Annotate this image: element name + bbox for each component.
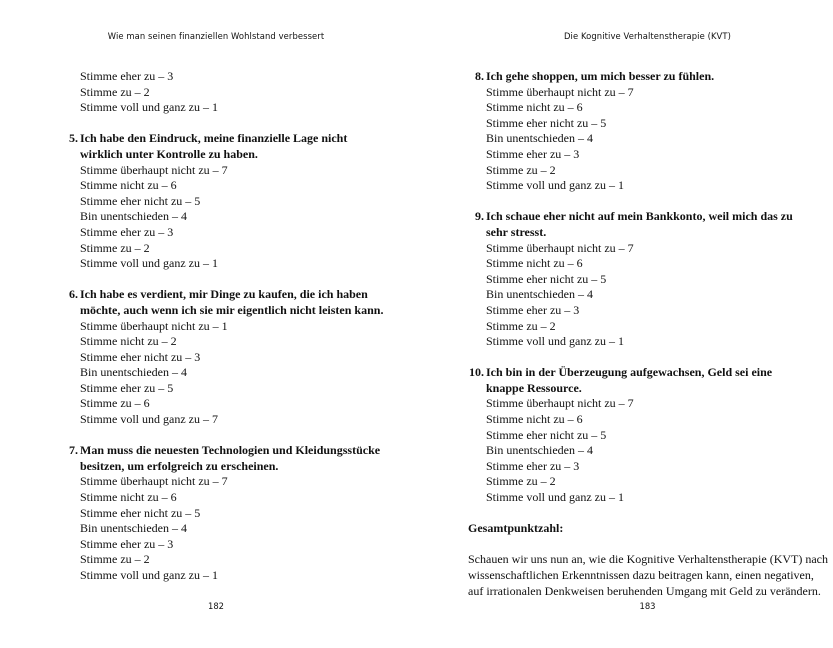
left-page-body xyxy=(62,69,384,584)
question-line: wirklich unter Kontrolle zu haben. xyxy=(80,146,258,161)
closing-line: auf irrationalen Denkweisen beruhenden Umgang mit Geld zu verändern. xyxy=(468,583,821,598)
option: Stimme zu – 2 xyxy=(486,474,556,489)
option: Stimme eher zu – 3 xyxy=(80,224,174,239)
option: Stimme voll und ganz zu – 7 xyxy=(80,412,218,427)
option: Stimme nicht zu – 2 xyxy=(80,334,177,349)
total-score-label: Gesamtpunktzahl: xyxy=(468,521,564,536)
option: Stimme eher zu – 5 xyxy=(80,380,174,395)
question-7 xyxy=(62,443,381,583)
option: Stimme zu – 2 xyxy=(486,318,556,333)
right-page xyxy=(416,0,833,648)
question-line: Ich bin in der Überzeugung aufgewachsen, Geld sei eine xyxy=(486,365,773,380)
option: Stimme eher nicht zu – 3 xyxy=(80,349,201,364)
option: Bin unentschieden – 4 xyxy=(486,287,593,302)
closing-line: wissenschaftlichen Erkenntnissen dazu beitragen kann, einen negativen, xyxy=(468,568,814,582)
right-page-body xyxy=(468,69,829,599)
option: Stimme eher zu – 3 xyxy=(486,146,580,161)
option: Stimme nicht zu – 6 xyxy=(80,178,177,193)
option: Stimme zu – 2 xyxy=(486,162,556,177)
question-line: Ich schaue eher nicht auf mein Bankkonto, weil mich das zu xyxy=(486,209,793,224)
page-number-right: 183 xyxy=(639,601,656,611)
option: Stimme voll und ganz zu – 1 xyxy=(486,490,624,505)
question-line: knappe Ressource. xyxy=(486,380,582,395)
question-number: 7. xyxy=(69,443,78,458)
question-text xyxy=(62,131,362,162)
option: Bin unentschieden – 4 xyxy=(80,209,187,224)
page-number-left: 182 xyxy=(208,601,224,611)
option: Stimme überhaupt nicht zu – 7 xyxy=(80,162,228,177)
option: Stimme nicht zu – 6 xyxy=(80,490,177,505)
option: Stimme voll und ganz zu – 1 xyxy=(80,568,218,582)
option: Bin unentschieden – 4 xyxy=(486,443,593,458)
question-text xyxy=(468,365,798,396)
option: Stimme voll und ganz zu – 1 xyxy=(486,334,624,349)
question-text xyxy=(468,69,798,85)
option: Stimme zu – 2 xyxy=(80,552,150,567)
option: Stimme eher nicht zu – 5 xyxy=(80,193,201,208)
question-number: 10. xyxy=(469,365,484,380)
question-line: sehr stresst. xyxy=(486,224,547,239)
question-line: Ich gehe shoppen, um mich besser zu fühlen. xyxy=(486,69,715,83)
option: Stimme eher nicht zu – 5 xyxy=(486,115,607,130)
option: Stimme zu – 2 xyxy=(80,240,150,255)
option: Stimme eher zu – 3 xyxy=(486,302,580,317)
option: Stimme nicht zu – 6 xyxy=(486,412,583,427)
running-head-left: Wie man seinen finanziellen Wohlstand verbessert xyxy=(107,31,325,41)
question-line: besitzen, um erfolgreich zu erscheinen. xyxy=(80,458,279,473)
option: Bin unentschieden – 4 xyxy=(80,521,187,536)
option: Stimme eher zu – 3 xyxy=(486,458,580,473)
question-number: 9. xyxy=(475,209,484,224)
question-line: Ich habe den Eindruck, meine finanzielle Lage nicht xyxy=(80,131,348,146)
question-6 xyxy=(62,287,384,427)
option: Bin unentschieden – 4 xyxy=(80,365,187,380)
question-10 xyxy=(468,365,798,505)
option: Stimme voll und ganz zu – 1 xyxy=(486,178,624,193)
question-number: 6. xyxy=(69,287,78,302)
question-5 xyxy=(62,131,362,271)
closing-line: Schauen wir uns nun an, wie die Kognitive Verhaltenstherapie (KVT) nach xyxy=(468,552,829,567)
option: Bin unentschieden – 4 xyxy=(486,131,593,146)
question-text xyxy=(468,209,798,240)
option: Stimme überhaupt nicht zu – 7 xyxy=(486,396,634,411)
option: Stimme voll und ganz zu – 1 xyxy=(80,256,218,271)
option: Stimme nicht zu – 6 xyxy=(486,256,583,271)
option: Stimme nicht zu – 6 xyxy=(486,100,583,115)
question-line: möchte, auch wenn ich sie mir eigentlich nicht leisten kann. xyxy=(80,302,384,317)
option: Stimme zu – 6 xyxy=(80,396,150,411)
question-number: 8. xyxy=(475,69,484,83)
option: Stimme überhaupt nicht zu – 7 xyxy=(80,474,228,489)
option: Stimme zu – 2 xyxy=(80,84,150,99)
question-text xyxy=(62,443,381,474)
option: Stimme überhaupt nicht zu – 7 xyxy=(486,240,634,255)
continued-options xyxy=(62,69,362,116)
option: Stimme eher nicht zu – 5 xyxy=(486,271,607,286)
option: Stimme eher nicht zu – 5 xyxy=(486,427,607,442)
option: Stimme voll und ganz zu – 1 xyxy=(80,100,218,115)
question-number: 5. xyxy=(69,131,78,146)
running-head-right: Die Kognitive Verhaltenstherapie (KVT) xyxy=(564,31,731,41)
question-line: Ich habe es verdient, mir Dinge zu kaufen, die ich haben xyxy=(80,287,368,302)
question-text xyxy=(62,287,384,318)
option: Stimme überhaupt nicht zu – 1 xyxy=(80,318,228,333)
option: Stimme überhaupt nicht zu – 7 xyxy=(486,84,634,99)
closing-paragraph xyxy=(468,552,829,599)
option: Stimme eher zu – 3 xyxy=(80,69,174,83)
left-page xyxy=(0,0,416,648)
question-8 xyxy=(468,69,798,194)
question-line: Man muss die neuesten Technologien und Kleidungsstücke xyxy=(80,443,381,458)
option: Stimme eher nicht zu – 5 xyxy=(80,505,201,520)
option: Stimme eher zu – 3 xyxy=(80,536,174,551)
question-9 xyxy=(468,209,798,349)
